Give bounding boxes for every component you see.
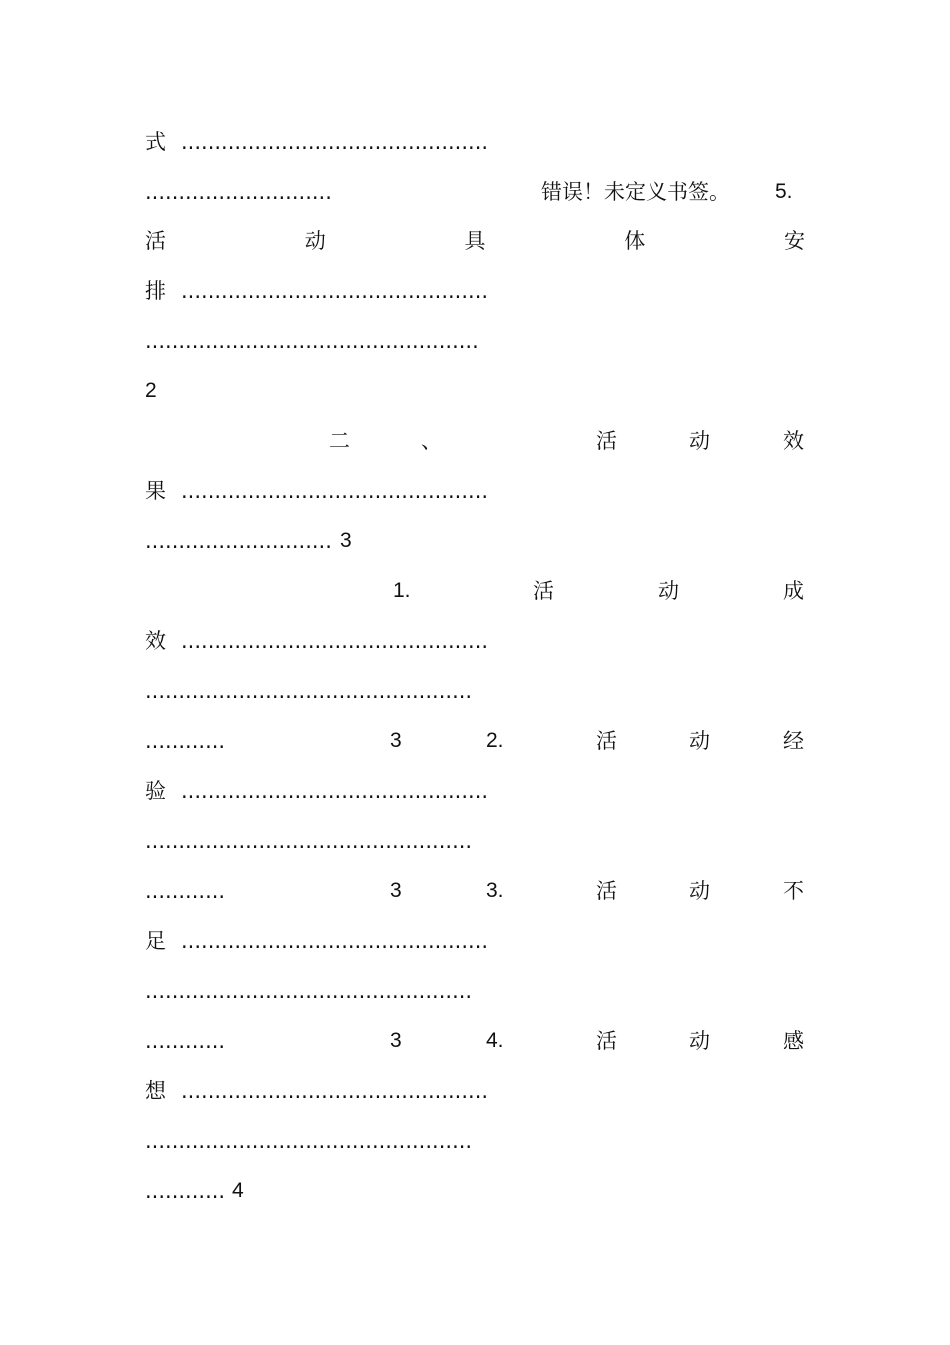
toc-number: 5. (775, 180, 793, 203)
toc-char: 式 (145, 130, 166, 154)
toc-char: 果 (145, 479, 166, 503)
toc-char: 具 (464, 229, 486, 253)
toc-leader: .............................................. (181, 1079, 489, 1103)
toc-leader: ............ (145, 1179, 226, 1203)
toc-number: 4. (486, 1029, 504, 1052)
toc-char: 动 (689, 1029, 710, 1053)
toc-line (145, 1026, 805, 1056)
toc-number: 2. (486, 729, 504, 752)
toc-char: 动 (304, 229, 326, 253)
toc-char: 感 (783, 1029, 804, 1053)
toc-leader: ............ (145, 1029, 226, 1053)
toc-line (145, 226, 805, 256)
toc-line (145, 426, 805, 456)
toc-leader: ................................................. (145, 1129, 473, 1153)
toc-leader: .............................................. (181, 629, 489, 653)
toc-number: 1. (393, 579, 411, 602)
toc-line (145, 576, 805, 606)
toc-leader: .............................................. (181, 929, 489, 953)
toc-leader: ............................ (145, 180, 332, 204)
toc-char: 不 (783, 879, 804, 903)
toc-line (145, 826, 805, 856)
toc-line (145, 676, 805, 706)
toc-line (145, 276, 805, 306)
toc-char: 活 (596, 1029, 617, 1053)
toc-char: 活 (596, 879, 617, 903)
toc-leader: .............................................. (181, 279, 489, 303)
toc-char: 效 (145, 629, 166, 653)
toc-line (145, 976, 805, 1006)
toc-line (145, 726, 805, 756)
toc-leader: ............................ (145, 529, 332, 553)
toc-line (145, 376, 805, 406)
toc-char: 体 (624, 229, 646, 253)
toc-line (145, 1126, 805, 1156)
toc-char: 、 (421, 429, 442, 453)
toc-char: 活 (145, 229, 166, 253)
toc-char: 想 (145, 1079, 166, 1103)
toc-page-number: 3 (390, 729, 402, 752)
toc-line (145, 326, 805, 356)
toc-char: 二 (329, 429, 350, 453)
toc-line (145, 926, 805, 956)
toc-char: 活 (533, 579, 554, 603)
toc-leader: .............................................. (181, 130, 489, 154)
toc-char: 经 (783, 729, 804, 753)
toc-page-number: 2 (145, 379, 157, 402)
toc-leader: .............................................. (181, 479, 489, 503)
toc-char: 动 (689, 429, 710, 453)
toc-leader: ............ (145, 729, 226, 753)
toc-line (145, 476, 805, 506)
toc-line (145, 1176, 805, 1206)
toc-page-number: 4 (232, 1179, 244, 1202)
toc-line (145, 177, 805, 207)
toc-leader: .................................................. (145, 329, 479, 353)
toc-leader: ................................................. (145, 979, 473, 1003)
toc-char: 足 (145, 929, 166, 953)
toc-char: 成 (783, 579, 804, 603)
toc-line (145, 1076, 805, 1106)
toc-page-number: 3 (390, 1029, 402, 1052)
toc-number: 3. (486, 879, 504, 902)
toc-leader: ................................................. (145, 679, 473, 703)
toc-char: 活 (596, 429, 617, 453)
toc-char: 安 (784, 229, 805, 253)
toc-leader: ............ (145, 879, 226, 903)
toc-line (145, 776, 805, 806)
toc-line (145, 526, 805, 556)
toc-page-number: 3 (390, 879, 402, 902)
toc-char: 验 (145, 779, 166, 803)
toc-char: 效 (783, 429, 804, 453)
toc-line (145, 626, 805, 656)
toc-char: 动 (689, 879, 710, 903)
toc-leader: .............................................. (181, 779, 489, 803)
toc-char: 排 (145, 279, 166, 303)
toc-char: 动 (689, 729, 710, 753)
bookmark-error-text: 错误！未定义书签。 (541, 180, 730, 204)
toc-char: 活 (596, 729, 617, 753)
toc-page-number: 3 (340, 529, 352, 552)
toc-char: 动 (658, 579, 679, 603)
toc-line (145, 876, 805, 906)
toc-leader: ................................................. (145, 829, 473, 853)
toc-line (145, 127, 805, 157)
